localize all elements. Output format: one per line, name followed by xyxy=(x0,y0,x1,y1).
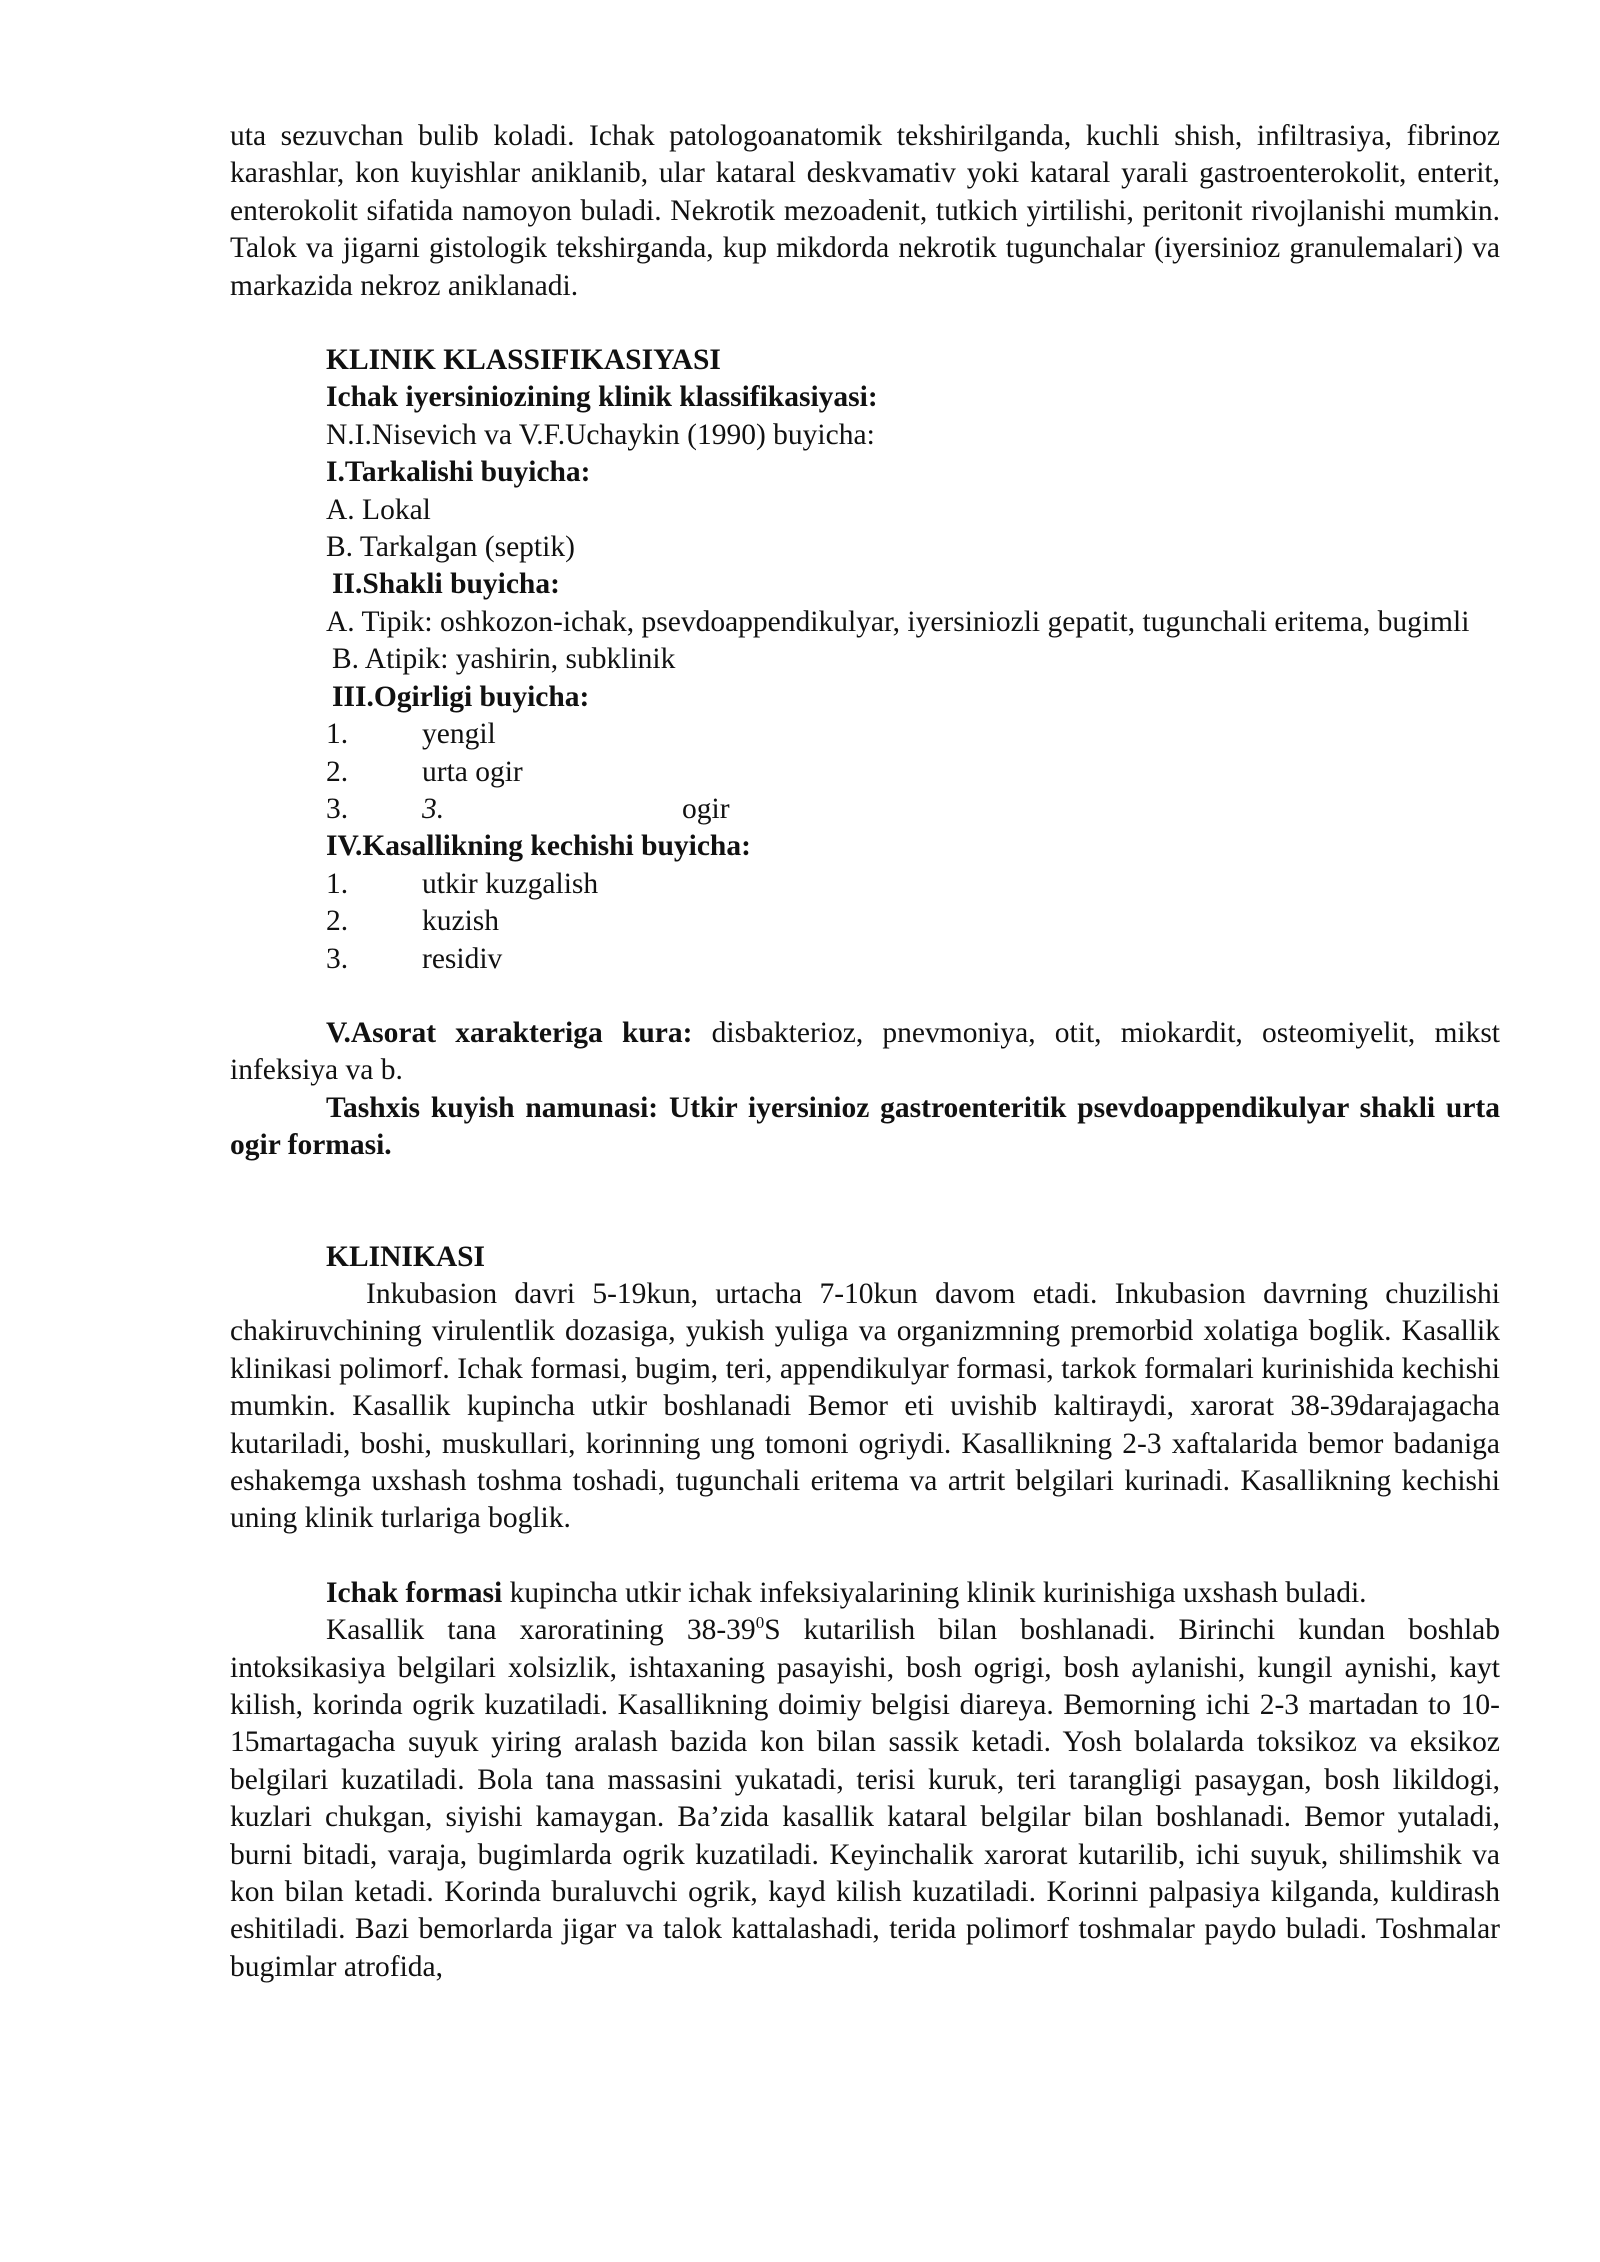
diagnosis-label: Tashxis kuyish namunasi: xyxy=(326,1091,659,1124)
list-number: 1. xyxy=(326,718,349,751)
paragraph2-rest: S kutarilish bilan boshlanadi. Birinchi kundan boshlab intoksikasiya belgilari xolsizlik, ishtaxaning pasayishi, bosh ogrigi, bosh aylanishi, kungil aynishi, kayt kilish, korinda ogrik kuzatiladi. Kasallikning doimiy belgisi diareya. Bemorning ichi 2-3 martadan to 10-15martagacha suyuk yiring aralash bazida kon bilan sassik ketadi. Yosh bolalarda toksikoz va eksikoz belgilari kuzatiladi. Bola tana massasini yukatadi, terisi kuruk, teri tarangligi pasaygan, bosh likildogi, kuzlari chukgan, siyishi kamaygan. Ba’zida kasallik kataral belgilar bilan boshlanadi. Bemor yutaladi, burni bitadi, varaja, bugimlarda ogrik kuzatiladi. Keyinchalik xarorat kutarilib, ichi suyuk, shilimshik va kon bilan ketadi. Korinda buraluvchi ogrik, kayd kilish kuzatiladi. Korinni palpasiya kilganda, kuldirash eshitiladi. Bazi bemorlarda jigar va talok kattalashadi, terida polimorf toshmalar paydo buladi. Toshmalar bugimlar atrofida, xyxy=(230,1614,1500,1983)
section1-title: I.Tarkalishi buyicha: xyxy=(326,456,591,489)
spacer xyxy=(230,1538,1500,1575)
list-italic-number: 3. xyxy=(422,792,445,825)
list-item xyxy=(230,866,1500,903)
intestinal-form-label: Ichak formasi xyxy=(326,1576,503,1609)
section1-item-b: B. Tarkalgan (septik) xyxy=(326,531,575,564)
spacer xyxy=(230,978,1500,1015)
degree-superscript: 0 xyxy=(755,1613,765,1633)
list-item xyxy=(230,941,1500,978)
section5-text: disbakterioz, pnevmoniya, otit, miokardit, osteomiyelit, mikst infeksiya va b. xyxy=(230,1016,1501,1087)
list-item xyxy=(230,716,1500,753)
list-number: 1. xyxy=(326,867,349,900)
section1-item-a: A. Lokal xyxy=(326,493,431,526)
list-item xyxy=(230,754,1500,791)
diagnosis-paragraph xyxy=(230,1090,1500,1165)
diagnosis-text: Utkir iyersinioz gastroenteritik psevdoappendikulyar shakli urta ogir formasi. xyxy=(230,1091,1500,1162)
classification-heading: KLINIK KLASSIFIKASIYASI xyxy=(326,344,721,377)
intestinal-form-paragraph xyxy=(230,1575,1500,1612)
section2-item-b: B. Atipik: yashirin, subklinik xyxy=(332,643,676,676)
list-text: kuzish xyxy=(422,905,500,938)
list-number: 2. xyxy=(326,755,349,788)
list-number: 3. xyxy=(326,792,349,825)
list-number: 3. xyxy=(326,942,349,975)
classification-source: N.I.Nisevich va V.F.Uchaykin (1990) buyicha: xyxy=(326,418,875,451)
list-text: utkir kuzgalish xyxy=(422,867,599,900)
list-item xyxy=(230,791,1500,828)
clinic-paragraph-1: Inkubasion davri 5-19kun, urtacha 7-10kun davom etadi. Inkubasion davrning chuzilishi chakiruvchining virulentlik dozasiga, yukish yuliga va organizmning premorbid xolatiga boglik. Kasallik klinikasi polimorf. Ichak formasi, bugim, teri, appendikulyar formasi, tarkok formalari kurinishida kechishi mumkin. Kasallik kupincha utkir boshlanadi Bemor eti uvishib kaltiraydi, xarorat 38-39darajagacha kutariladi, boshi, muskullari, korinning ung tomoni ogriydi. Kasallikning 2-3 xaftalarida bemor badaniga eshakemga uxshash toshma toshadi, tugunchali eritema va artrit belgilari kurinadi. Kasallikning kechishi uning klinik turlariga boglik. xyxy=(230,1277,1500,1535)
list-text: ogir xyxy=(682,792,730,825)
intestinal-form-text: kupincha utkir ichak infeksiyalarining klinik kurinishiga uxshash buladi. xyxy=(502,1576,1367,1609)
spacer xyxy=(230,1165,1500,1239)
list-text: yengil xyxy=(422,718,496,751)
section5-label: V.Asorat xarakteriga kura: xyxy=(326,1016,693,1049)
list-text: urta ogir xyxy=(422,755,523,788)
section5-paragraph xyxy=(230,1015,1500,1090)
paragraph2-start: Kasallik tana xaroratining 38-39 xyxy=(326,1614,756,1647)
section2-title: II.Shakli buyicha: xyxy=(332,568,560,601)
section3-title: III.Ogirligi buyicha: xyxy=(332,680,590,713)
list-number: 2. xyxy=(326,905,349,938)
list-text: residiv xyxy=(422,942,503,975)
clinic-heading: KLINIKASI xyxy=(326,1240,486,1273)
section4-title: IV.Kasallikning kechishi buyicha: xyxy=(326,830,751,863)
intro-paragraph: uta sezuvchan bulib koladi. Ichak patologoanatomik tekshirilganda, kuchli shish, infiltrasiya, fibrinoz karashlar, kon kuyishlar aniklanib, ular kataral deskvamativ yoki kataral yarali gastroenterokolit, enterit, enterokolit sifatida namoyon buladi. Nekrotik mezoadenit, tutkich yirtilishi, peritonit rivojlanishi mumkin. Talok va jigarni gistologik tekshirganda, kup mikdorda nekrotik tugunchalar (iyersinioz granulemalari) va markazida nekroz aniklanadi. xyxy=(230,120,1500,302)
list-item xyxy=(230,903,1500,940)
classification-subheading: Ichak iyersiniozining klinik klassifikasiyasi: xyxy=(326,381,878,414)
section2-item-a: A. Tipik: oshkozon-ichak, psevdoappendikulyar, iyersiniozli gepatit, tugunchali eritema, bugimli xyxy=(326,605,1470,638)
spacer xyxy=(230,305,1500,342)
clinic-paragraph-2 xyxy=(230,1612,1500,1986)
